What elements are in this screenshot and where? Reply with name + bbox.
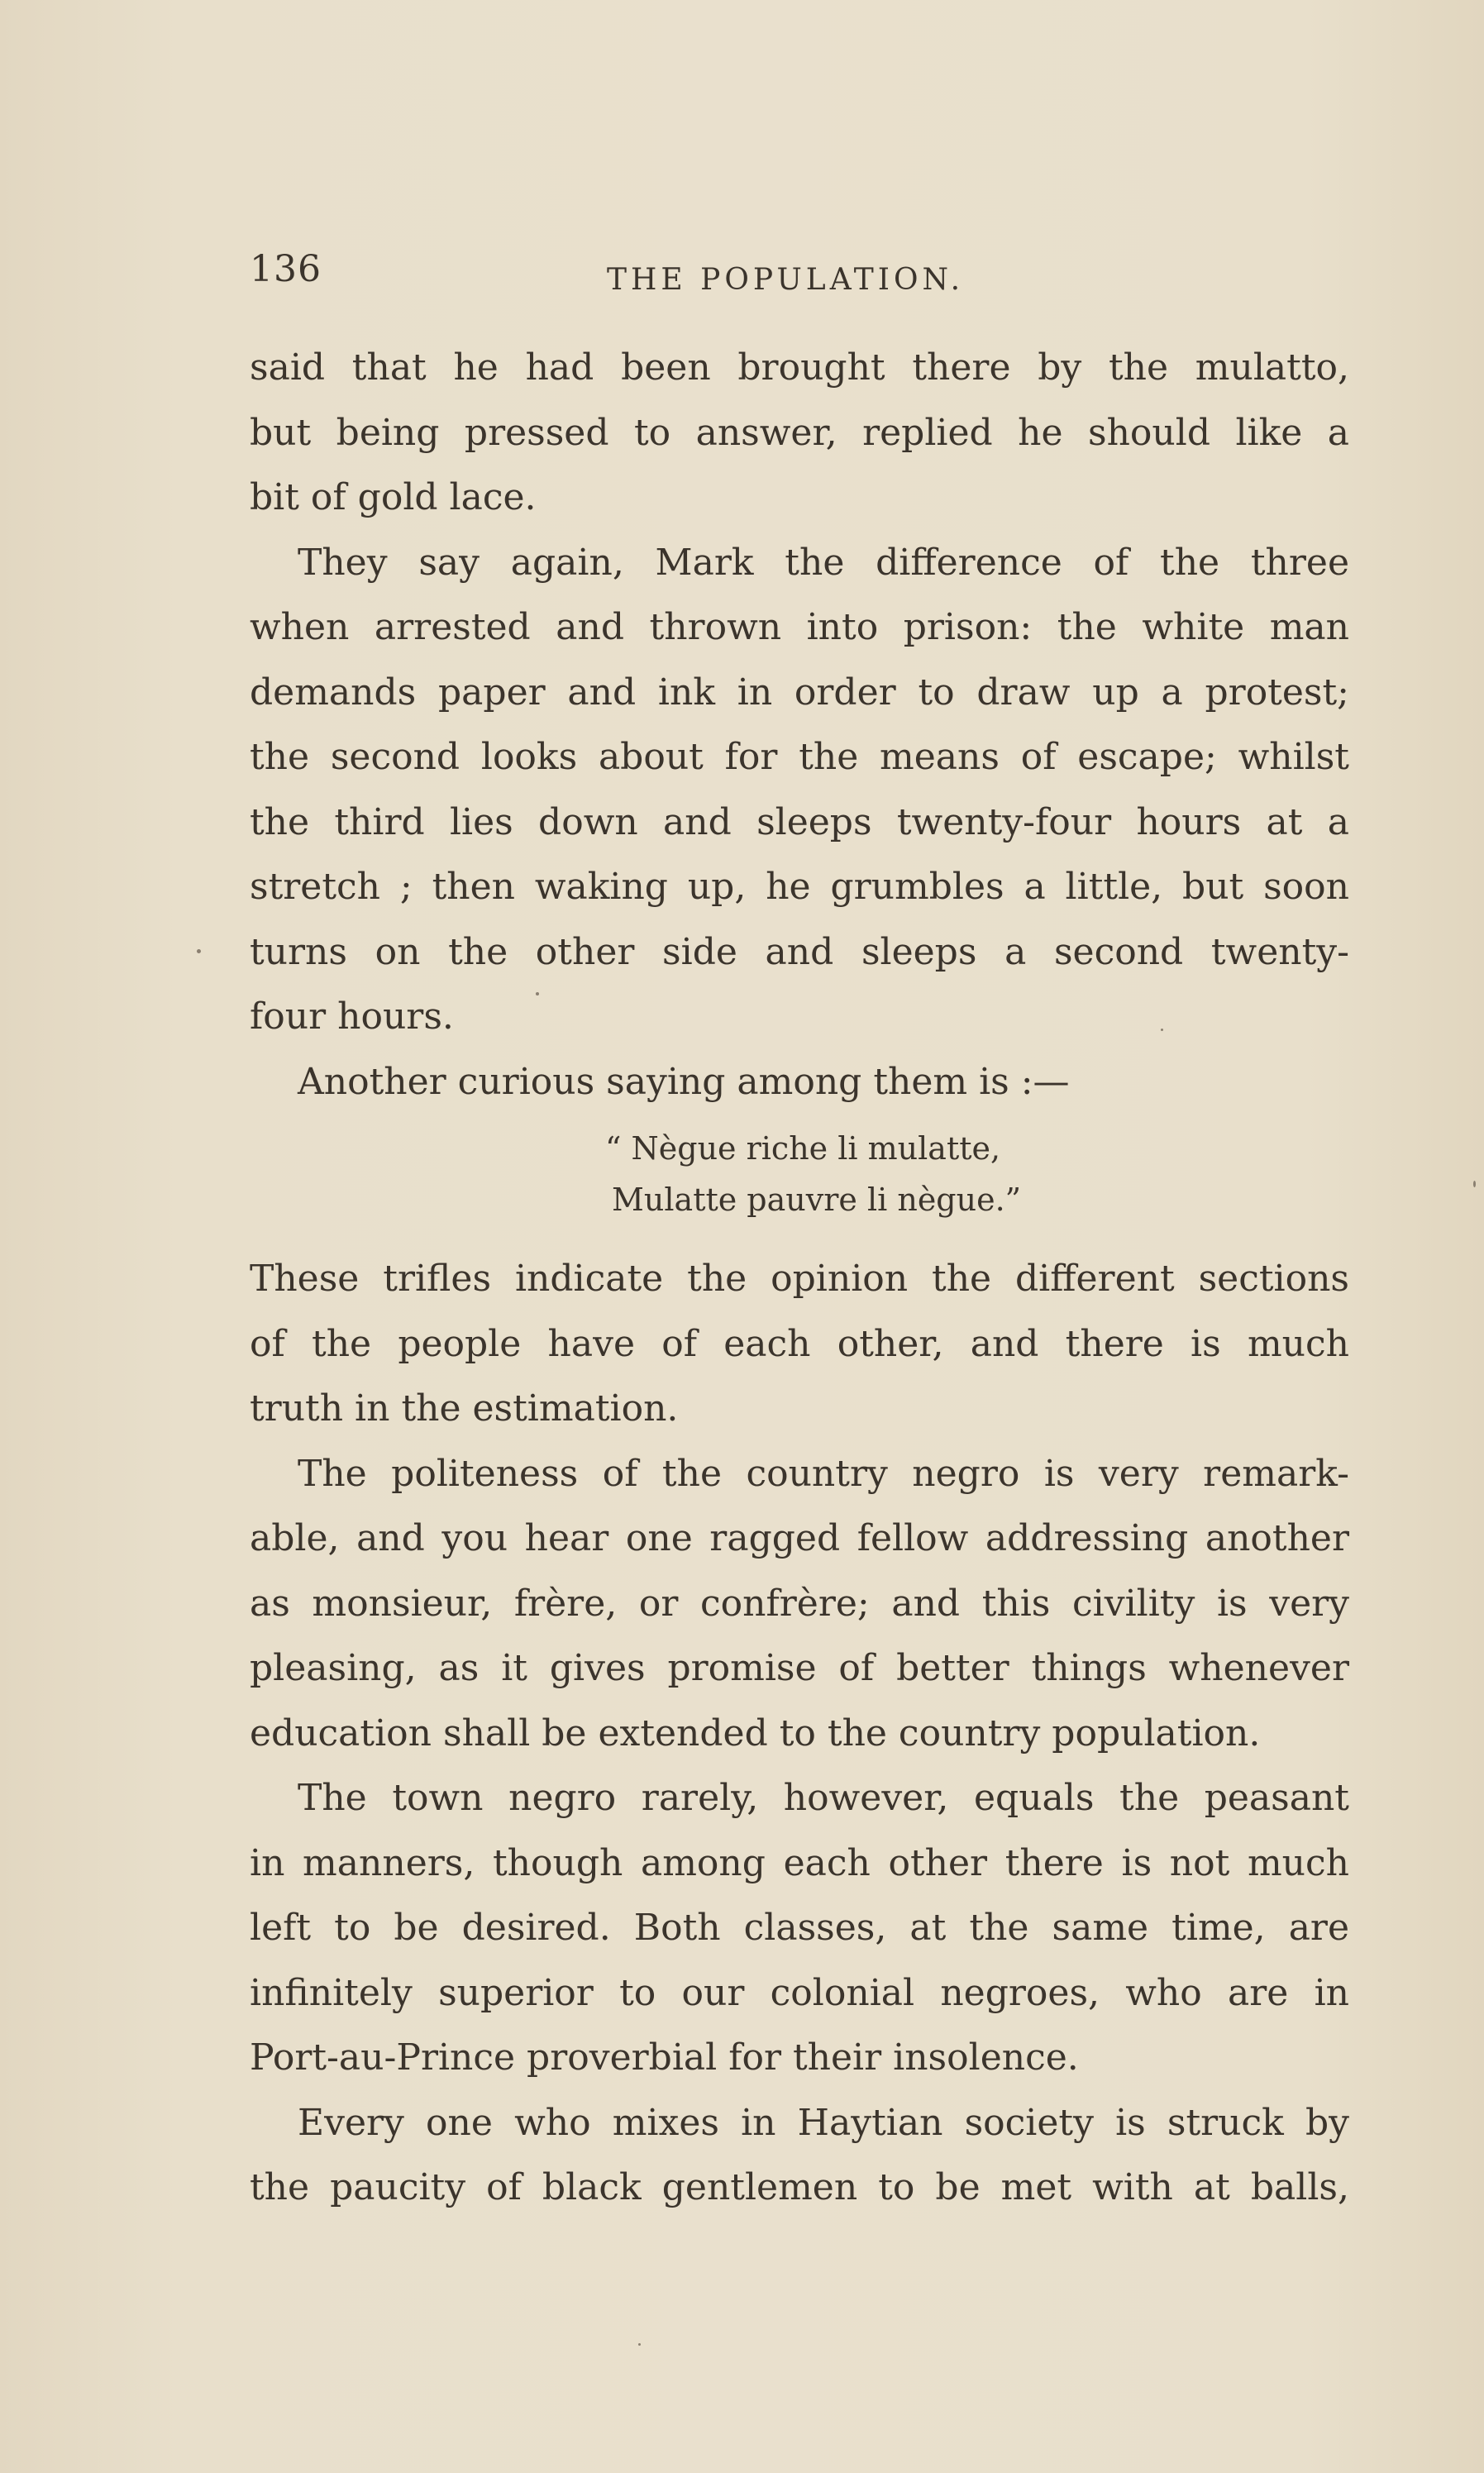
paragraph-saying <box>250 1050 1349 1115</box>
text-line: left to be desired. Both classes, at the same time, are <box>250 1907 1349 1949</box>
running-head <box>250 248 1349 306</box>
text-line: stretch ; then waking up, he grumbles a little, but soon <box>250 866 1349 908</box>
verse-quote <box>250 1123 1349 1225</box>
paragraph-politeness <box>250 1442 1349 1767</box>
verse-line: Mulatte pauvre li nègue.” <box>612 1182 1022 1218</box>
text-line: four hours. <box>250 995 454 1038</box>
paragraph-trifles <box>250 1247 1349 1442</box>
paper-speck <box>1161 1029 1163 1031</box>
text-line: The town negro rarely, however, equals the peasant <box>298 1777 1349 1819</box>
paper-speck <box>536 992 539 995</box>
paragraph-society <box>250 2091 1349 2221</box>
text-line: Every one who mixes in Haytian society is struck by <box>298 2101 1349 2144</box>
body-text <box>250 336 1349 2221</box>
text-line: The politeness of the country negro is very remark- <box>298 1452 1349 1495</box>
text-line: turns on the other side and sleeps a second twenty- <box>250 930 1349 973</box>
text-line: They say again, Mark the difference of the three <box>298 541 1349 584</box>
verse-line: “ Nègue riche li mulatte, <box>605 1130 1001 1167</box>
text-line: the third lies down and sleeps twenty-four hours at a <box>250 800 1349 843</box>
text-line: the second looks about for the means of escape; whilst <box>250 736 1349 778</box>
page-number: 136 <box>250 248 322 290</box>
text-line: bit of gold lace. <box>250 476 537 518</box>
text-line: when arrested and thrown into prison: the white man <box>250 606 1349 648</box>
text-line: Port-au-Prince proverbial for their insolence. <box>250 2036 1079 2079</box>
paper-speck <box>1473 1181 1476 1187</box>
text-line: of the people have of each other, and there is much <box>250 1322 1349 1365</box>
paper-speck <box>197 949 201 953</box>
text-line: able, and you hear one ragged fellow addressing another <box>250 1517 1349 1559</box>
text-line: pleasing, as it gives promise of better things whenever <box>250 1647 1349 1689</box>
text-line: as monsieur, frère, or confrère; and this civility is very <box>250 1582 1349 1625</box>
text-line: demands paper and ink in order to draw up a protest; <box>250 671 1349 714</box>
paragraph-town-negro <box>250 1766 1349 2091</box>
paper-speck <box>638 2343 641 2346</box>
running-title: THE POPULATION. <box>607 263 965 297</box>
text-line: truth in the estimation. <box>250 1387 679 1430</box>
text-line: but being pressed to answer, replied he should like a <box>250 411 1349 454</box>
text-line: These trifles indicate the opinion the different sections <box>250 1258 1349 1300</box>
text-line: Another curious saying among them is :— <box>298 1060 1070 1103</box>
paragraph-continued <box>250 336 1349 531</box>
text-line: the paucity of black gentlemen to be met with at balls, <box>250 2166 1349 2208</box>
text-line: infinitely superior to our colonial negroes, who are in <box>250 1971 1349 2014</box>
paragraph-prison <box>250 531 1349 1050</box>
text-line: in manners, though among each other there is not much <box>250 1841 1349 1884</box>
text-line: education shall be extended to the country population. <box>250 1712 1261 1754</box>
text-line: said that he had been brought there by the mulatto, <box>250 346 1349 389</box>
